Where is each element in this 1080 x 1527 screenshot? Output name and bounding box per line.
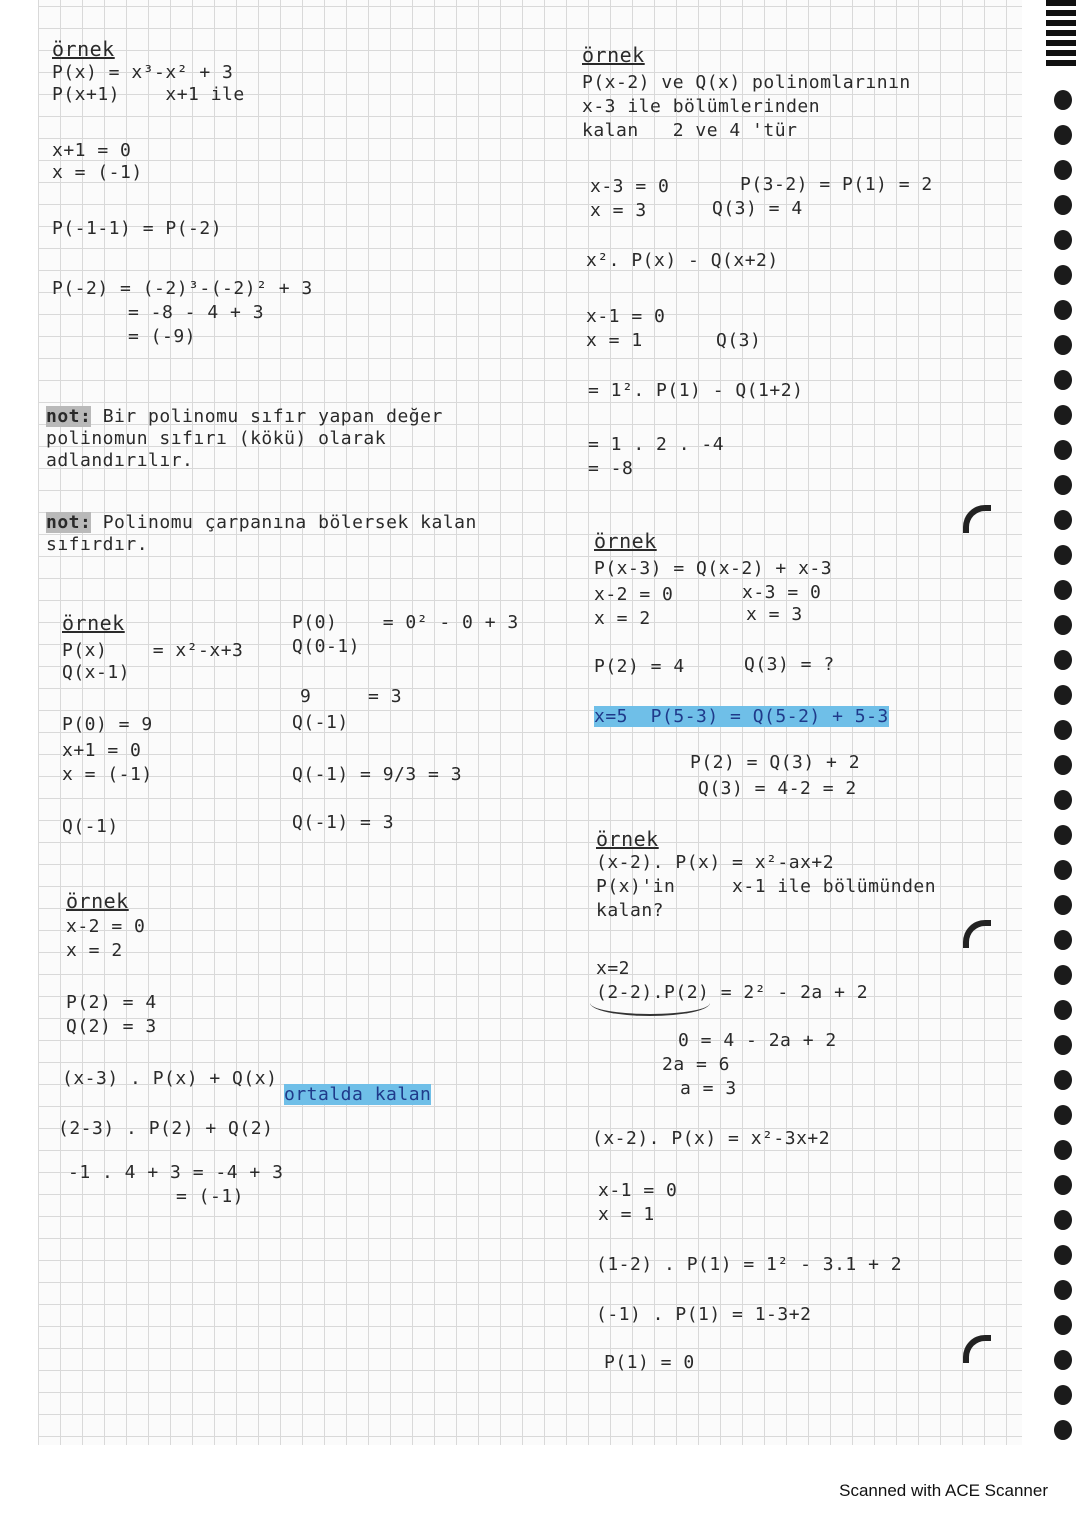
- example-6-line: P(1) = 0: [604, 1352, 695, 1373]
- example-3-title: örnek: [66, 889, 129, 913]
- example-1-title: örnek: [52, 37, 115, 61]
- example-5-line: x = 3: [746, 604, 803, 625]
- example-1-line: P(x) = x³-x² + 3: [52, 62, 234, 83]
- binding-hole: [1054, 1105, 1072, 1125]
- example-6-line: (x-2). P(x) = x²-3x+2: [592, 1128, 831, 1149]
- underline-arc: [590, 990, 710, 1016]
- example-2-line: P(0) = 0² - 0 + 3: [292, 612, 519, 633]
- example-4-line: x = 3: [590, 200, 647, 221]
- example-5-line: P(2) = 4: [594, 656, 685, 677]
- example-6-title: örnek: [596, 827, 659, 851]
- example-5-line: x-3 = 0: [742, 582, 822, 603]
- example-3-line: = (-1): [176, 1186, 245, 1207]
- example-4-line: x-3 = 0: [590, 176, 670, 197]
- binding-hole: [1054, 790, 1072, 810]
- binding-hole: [1054, 650, 1072, 670]
- example-5-line: P(x-3) = Q(x-2) + x-3: [594, 558, 833, 579]
- example-4-line: P(3-2) = P(1) = 2: [740, 174, 933, 195]
- example-5-line: Q(3) = 4-2 = 2: [698, 778, 857, 799]
- example-2-line: Q(x-1): [62, 662, 131, 683]
- binding-hole: [1054, 1070, 1072, 1090]
- example-3-line: P(2) = 4: [66, 992, 157, 1013]
- binding-hole: [1054, 265, 1072, 285]
- example-4-line: = 1 . 2 . -4: [588, 434, 725, 455]
- example-5-line: x-2 = 0: [594, 584, 674, 605]
- binding-hole: [1054, 720, 1072, 740]
- example-2-line: Q(-1): [62, 816, 119, 837]
- example-2-line: Q(0-1): [292, 636, 361, 657]
- example-6-line: kalan?: [596, 900, 665, 921]
- note-1-label: not:: [46, 406, 92, 427]
- example-4-line: Q(3) = 4: [712, 198, 803, 219]
- example-6-line: 0 = 4 - 2a + 2: [678, 1030, 837, 1051]
- example-2-title: örnek: [62, 611, 125, 635]
- spiral-rings-top: [1046, 0, 1076, 70]
- example-2-line: Q(-1): [292, 712, 349, 733]
- example-3-line: -1 . 4 + 3 = -4 + 3: [68, 1162, 284, 1183]
- example-3-blue-note: ortalda kalan: [284, 1084, 432, 1105]
- binding-hole: [1054, 1280, 1072, 1300]
- example-1-line: x = (-1): [52, 162, 143, 183]
- binding-hole: [1054, 1315, 1072, 1335]
- example-6-line: a = 3: [680, 1078, 737, 1099]
- example-1-line: P(-2) = (-2)³-(-2)² + 3: [52, 278, 313, 299]
- example-4-line: = 1². P(1) - Q(1+2): [588, 380, 804, 401]
- binding-hole: [1054, 510, 1072, 530]
- note-1: [46, 406, 536, 472]
- example-6-line: x-1 = 0: [598, 1180, 678, 1201]
- example-4-line: P(x-2) ve Q(x) polinomlarının: [582, 72, 911, 93]
- binding-hole: [1054, 685, 1072, 705]
- binding-hole: [1054, 1000, 1072, 1020]
- binding-hole: [1054, 1210, 1072, 1230]
- note-1-text: Bir polinomu sıfır yapan değer polinomun sıfırı (kökü) olarak adlandırılır.: [46, 406, 443, 471]
- example-6-line: x=2: [596, 958, 631, 979]
- binding-hole: [1054, 475, 1072, 495]
- scanner-watermark: Scanned with ACE Scanner: [839, 1481, 1048, 1500]
- binding-hole: [1054, 1420, 1072, 1440]
- spiral-binding: [1032, 0, 1076, 1527]
- example-6-line: (1-2) . P(1) = 1² - 3.1 + 2: [596, 1254, 903, 1275]
- example-2-line: 9 = 3: [300, 686, 403, 707]
- binding-hole: [1054, 335, 1072, 355]
- binding-hole: [1054, 90, 1072, 110]
- note-2: [46, 512, 486, 556]
- example-4-line: x-3 ile bölümlerinden: [582, 96, 821, 117]
- example-5-line: P(2) = Q(3) + 2: [690, 752, 861, 773]
- binding-hole: [1054, 580, 1072, 600]
- binding-hole: [1054, 230, 1072, 250]
- binding-hole: [1054, 1175, 1072, 1195]
- binding-hole: [1054, 1385, 1072, 1405]
- binding-hole: [1054, 300, 1072, 320]
- example-2-line: P(x) = x²-x+3: [62, 640, 244, 661]
- binding-hole: [1054, 825, 1072, 845]
- binding-hole: [1054, 195, 1072, 215]
- example-4-line: kalan 2 ve 4 'tür: [582, 120, 798, 141]
- example-2-line: Q(-1) = 9/3 = 3: [292, 764, 463, 785]
- example-6-line: (-1) . P(1) = 1-3+2: [596, 1304, 812, 1325]
- example-5-line: x = 2: [594, 608, 651, 629]
- example-3-line: (x-3) . P(x) + Q(x): [62, 1068, 278, 1089]
- binding-hole: [1054, 895, 1072, 915]
- example-1-line: = (-9): [128, 326, 197, 347]
- example-4-line: Q(3): [716, 330, 762, 351]
- example-6-line: (2-2).P(2) = 2² - 2a + 2: [596, 982, 869, 1003]
- example-4-line: x-1 = 0: [586, 306, 666, 327]
- example-4-line: x = 1: [586, 330, 643, 351]
- example-6-line: P(x)'in x-1 ile bölümünden: [596, 876, 937, 897]
- binding-hole: [1054, 1140, 1072, 1160]
- example-1-line: P(-1-1) = P(-2): [52, 218, 223, 239]
- example-2-line: P(0) = 9: [62, 714, 153, 735]
- binding-hole: [1054, 440, 1072, 460]
- binding-hole: [1054, 930, 1072, 950]
- example-1-line: P(x+1) x+1 ile: [52, 84, 245, 105]
- example-1-line: = -8 - 4 + 3: [128, 302, 265, 323]
- example-1-line: x+1 = 0: [52, 140, 132, 161]
- binding-hole: [1054, 615, 1072, 635]
- note-2-text: Polinomu çarpanına bölersek kalan sıfırdır.: [46, 512, 477, 555]
- binding-hole: [1054, 545, 1072, 565]
- binding-hole: [1054, 965, 1072, 985]
- example-3-line: Q(2) = 3: [66, 1016, 157, 1037]
- example-5-title: örnek: [594, 529, 657, 553]
- binding-hole: [1054, 1035, 1072, 1055]
- example-4-line: = -8: [588, 458, 634, 479]
- example-5-line: Q(3) = ?: [744, 654, 835, 675]
- binding-hole: [1054, 860, 1072, 880]
- binding-hole: [1054, 125, 1072, 145]
- binding-hole: [1054, 1350, 1072, 1370]
- binding-hole: [1054, 1245, 1072, 1265]
- note-2-label: not:: [46, 512, 92, 533]
- binding-hole: [1054, 755, 1072, 775]
- binding-hole: [1054, 405, 1072, 425]
- example-6-line: 2a = 6: [662, 1054, 731, 1075]
- example-2-line: x = (-1): [62, 764, 153, 785]
- binding-hole: [1054, 370, 1072, 390]
- example-4-title: örnek: [582, 43, 645, 67]
- example-2-line: Q(-1) = 3: [292, 812, 395, 833]
- example-5-blue-line: x=5 P(5-3) = Q(5-2) + 5-3: [594, 706, 889, 727]
- binding-hole: [1054, 160, 1072, 180]
- example-6-line: x = 1: [598, 1204, 655, 1225]
- example-3-line: (2-3) . P(2) + Q(2): [58, 1118, 274, 1139]
- example-2-line: x+1 = 0: [62, 740, 142, 761]
- example-4-line: x². P(x) - Q(x+2): [586, 250, 779, 271]
- example-6-line: (x-2). P(x) = x²-ax+2: [596, 852, 835, 873]
- example-3-line: x-2 = 0: [66, 916, 146, 937]
- example-3-line: x = 2: [66, 940, 123, 961]
